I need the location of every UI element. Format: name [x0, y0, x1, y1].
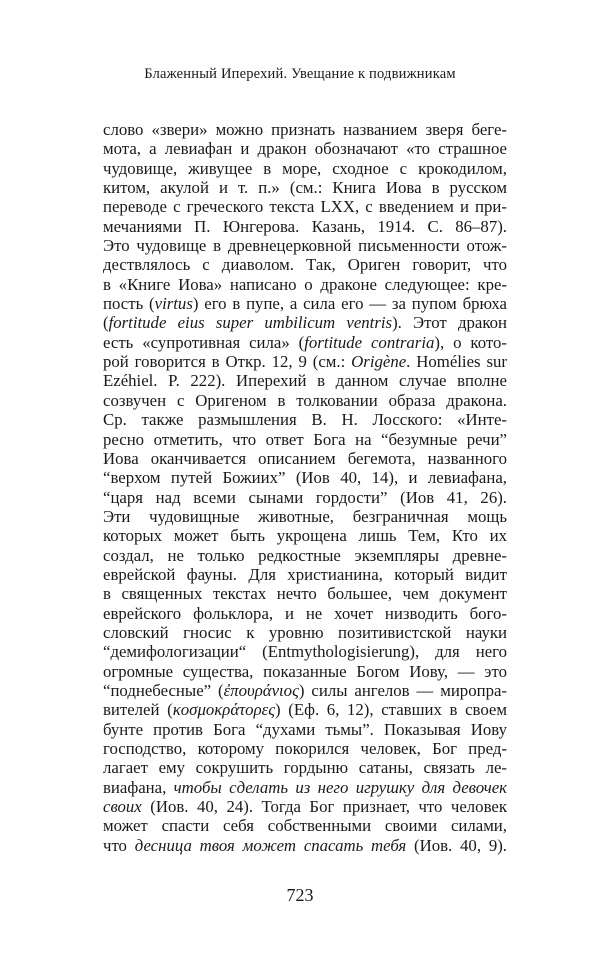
italic-text: десница твоя может спасать тебя	[134, 835, 407, 855]
text-line	[103, 836, 507, 855]
text-line	[103, 217, 507, 236]
text-line	[103, 313, 507, 332]
text-line	[103, 255, 507, 274]
text-run: слово «звери» можно признать названием зверя беге-	[103, 120, 507, 139]
text-line	[103, 468, 507, 487]
text-line	[103, 449, 507, 468]
text-run: (Иов. 40, 24). Тогда Бог признает, что человек	[141, 797, 507, 817]
text-run: Иова оканчивается описанием бегемота, названного	[103, 448, 507, 468]
italic-text: своих	[103, 797, 142, 817]
text-line	[103, 294, 507, 313]
text-line	[103, 159, 507, 178]
text-line	[103, 371, 507, 390]
text-run: в «Книге Иова» написано о драконе следующее: кре-	[103, 274, 507, 294]
text-line	[103, 604, 507, 623]
text-line	[103, 430, 507, 449]
text-run: еврейского фольклора, и не хочет низводить бого-	[103, 603, 507, 623]
text-line	[103, 739, 507, 758]
text-run: мечаниями П. Юнгерова. Казань, 1914. С. 86–87).	[103, 216, 507, 236]
text-line	[103, 410, 507, 429]
italic-text: virtus	[154, 294, 193, 314]
text-run: бунте против Бога “духами тьмы”. Показывая Иову	[103, 719, 507, 739]
text-line	[103, 681, 507, 700]
text-line	[103, 526, 507, 545]
text-line	[103, 565, 507, 584]
text-run: Ezéhiel. P. 222). Иперехий в данном случае вполне	[103, 371, 507, 391]
italic-text: fortitude eius super umbilicum ventris	[108, 313, 393, 333]
text-line	[103, 139, 507, 158]
text-line	[103, 352, 507, 371]
text-run: пость (	[103, 294, 155, 314]
text-line	[103, 778, 507, 797]
text-run: “поднебесные” (	[103, 680, 224, 700]
text-run: (	[103, 313, 109, 333]
text-line	[103, 546, 507, 565]
text-run: ) его в пупе, а сила его — за пупом брюха	[192, 294, 507, 314]
running-head: Блаженный Иперехий. Увещание к подвижникам	[144, 66, 456, 82]
text-run: “верхом путей Божиих” (Иов 40, 14), и левиафана,	[103, 468, 507, 488]
text-run: вителей (	[103, 700, 173, 720]
text-line	[103, 642, 507, 661]
text-run: Эти чудовищные животные, безграничная мощь	[103, 506, 507, 526]
text-run: лагает ему сокрушить гордыню сатаны, связать ле-	[103, 758, 507, 778]
text-line	[103, 391, 507, 410]
text-run: дествлялось с диаволом. Так, Ориген говорит, что	[103, 255, 507, 275]
text-run: словский гносис к уровню позитивистской науки	[103, 622, 507, 642]
italic-text: fortitude contraria	[304, 332, 435, 352]
text-run: в священных текстах нечто большее, чем документ	[103, 584, 507, 604]
text-run: мота, а левиафан и дракон обозначают «то страшное	[103, 139, 507, 159]
text-run: что	[103, 835, 135, 855]
text-run: переводе с греческого текста LXX, с введением и при-	[103, 197, 507, 217]
body-text	[103, 120, 507, 855]
text-line	[103, 488, 507, 507]
italic-text: ἐπουράνιος	[223, 680, 299, 700]
text-run: создал, не только редкостные экземпляры древне-	[103, 545, 507, 565]
text-run: чудовище, живущее в море, сходное с крокодилом,	[103, 158, 507, 178]
text-run: еврейской фауны. Для христианина, который видит	[103, 564, 507, 584]
page-number: 723	[286, 885, 314, 905]
text-run: . Homélies sur	[406, 352, 507, 372]
text-line	[103, 333, 507, 352]
text-run: созвучен с Оригеном в толковании образа дракона.	[103, 390, 507, 410]
text-run: ). Этот дракон	[392, 313, 507, 333]
italic-text: Origène	[351, 352, 407, 372]
text-run: которых может быть укрощена лишь Тем, Кто их	[103, 526, 507, 546]
text-line	[103, 662, 507, 681]
text-run: Это чудовище в древнецерковной письменности отож-	[103, 236, 507, 256]
text-line	[103, 720, 507, 739]
italic-text: κοσμοκράτορες	[172, 700, 276, 720]
text-run: “демифологизации“ (Entmythologisierung), для него	[103, 642, 507, 662]
text-line	[103, 275, 507, 294]
text-run: “царя над всеми сынами гордости” (Иов 41, 26).	[103, 487, 507, 507]
text-run: господство, которому покорился человек, Бог пред-	[103, 739, 507, 758]
text-line	[103, 584, 507, 603]
text-run: виафана,	[103, 777, 174, 797]
text-line	[103, 507, 507, 526]
text-run: рой говорится в Откр. 12, 9 (см.:	[103, 352, 352, 372]
text-run: (Иов. 40, 9).	[406, 835, 507, 855]
text-line	[103, 816, 507, 835]
text-run: ресно отметить, что ответ Бога на “безумные речи”	[103, 429, 507, 449]
italic-text: чтобы сделать из него игрушку для девочек	[173, 777, 507, 797]
text-line	[103, 120, 507, 139]
text-run: может спасти себя собственными своими силами,	[103, 816, 507, 836]
text-line	[103, 197, 507, 216]
text-run: есть «супротивная сила» (	[103, 332, 305, 352]
text-run: ) (Еф. 6, 12), ставших в своем	[275, 700, 507, 720]
text-line	[103, 797, 507, 816]
text-line	[103, 178, 507, 197]
text-line	[103, 236, 507, 255]
text-run: ), о кото-	[434, 332, 507, 352]
text-run: Ср. также размышления В. Н. Лосского: «Инте-	[103, 410, 507, 430]
text-run: ) силы ангелов — миропра-	[298, 680, 507, 700]
text-line	[103, 623, 507, 642]
text-line	[103, 758, 507, 777]
text-line	[103, 700, 507, 719]
text-run: китом, акулой и т. п.» (см.: Книга Иова в русском	[103, 178, 507, 198]
text-run: огромные существа, показанные Богом Иову, — это	[103, 661, 507, 681]
